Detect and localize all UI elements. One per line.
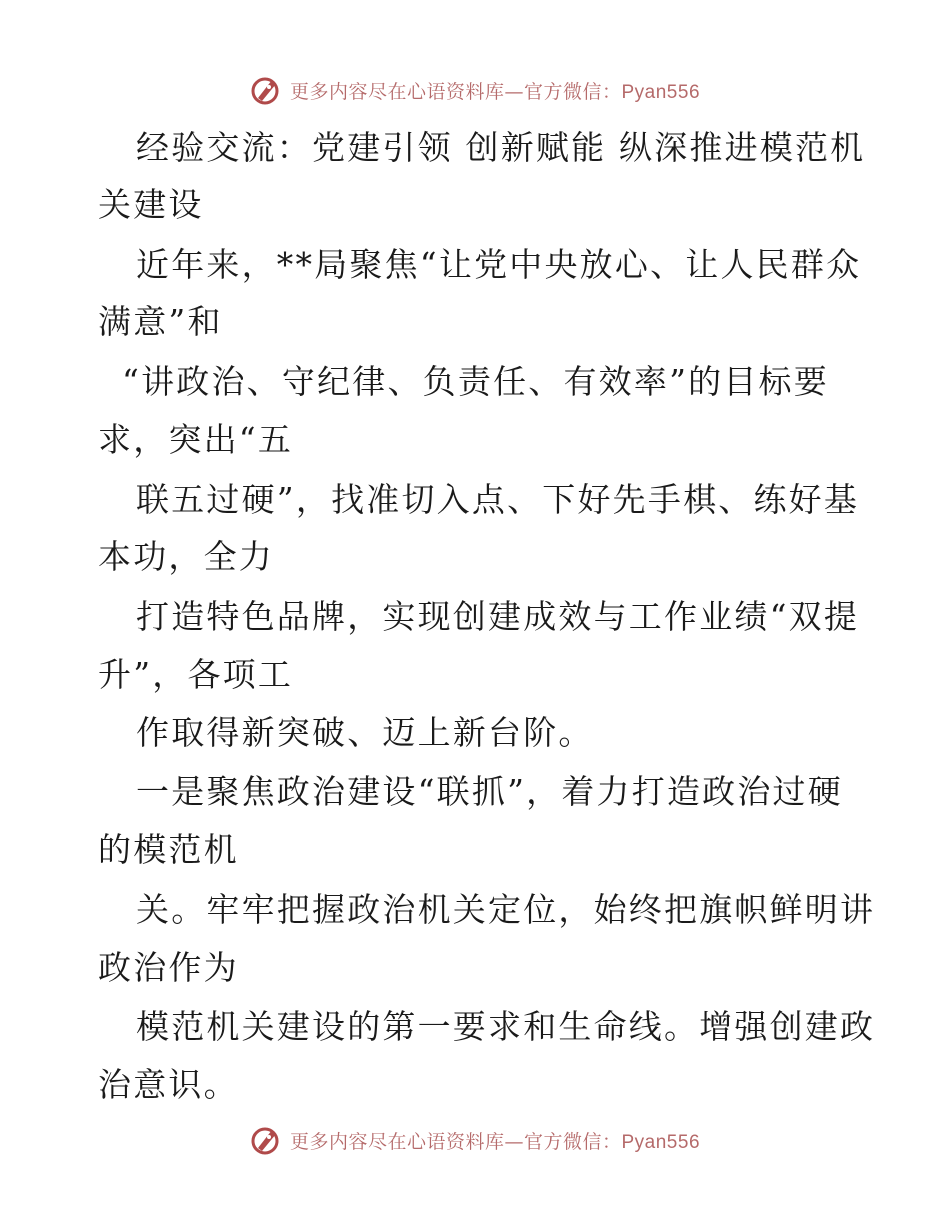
document-title-line-2: 关建设 [98,185,204,224]
header-banner-text: 更多内容尽在心语资料库—官方微信：Pyan556 [289,80,701,103]
document-title-line-1: 经验交流：党建引领 创新赋能 纵深推进模范机 [136,128,866,167]
footer-banner [0,1120,950,1160]
paragraph-line: 求，突出“五 [98,420,294,459]
paragraph-line: 作取得新突破、迈上新台阶。 [136,713,594,752]
paragraph-line: 政治作为 [98,948,239,987]
paragraph-line: “讲政治、守纪律、负责任、有效率”的目标要 [122,362,829,401]
pen-nib-logo-icon [250,74,282,106]
paragraph-line: 满意”和 [98,302,223,341]
paragraph-line: 关。牢牢把握政治机关定位，始终把旗帜鲜明讲 [136,890,876,929]
header-banner [0,70,950,110]
paragraph-line: 本功，全力 [98,537,274,576]
footer-banner-text: 更多内容尽在心语资料库—官方微信：Pyan556 [289,1130,701,1153]
pen-nib-logo-icon [250,1124,282,1156]
paragraph-line: 联五过硬”，找准切入点、下好先手棋、练好基 [136,480,860,519]
paragraph-line: 一是聚焦政治建设“联抓”，着力打造政治过硬 [136,772,843,811]
paragraph-line: 升”，各项工 [98,655,294,694]
paragraph-line: 近年来，**局聚焦“让党中央放心、让人民群众 [136,245,862,284]
paragraph-line: 的模范机 [98,830,239,869]
paragraph-line: 治意识。 [98,1065,239,1104]
paragraph-line: 打造特色品牌，实现创建成效与工作业绩“双提 [136,597,860,636]
paragraph-line: 模范机关建设的第一要求和生命线。增强创建政 [136,1007,876,1046]
